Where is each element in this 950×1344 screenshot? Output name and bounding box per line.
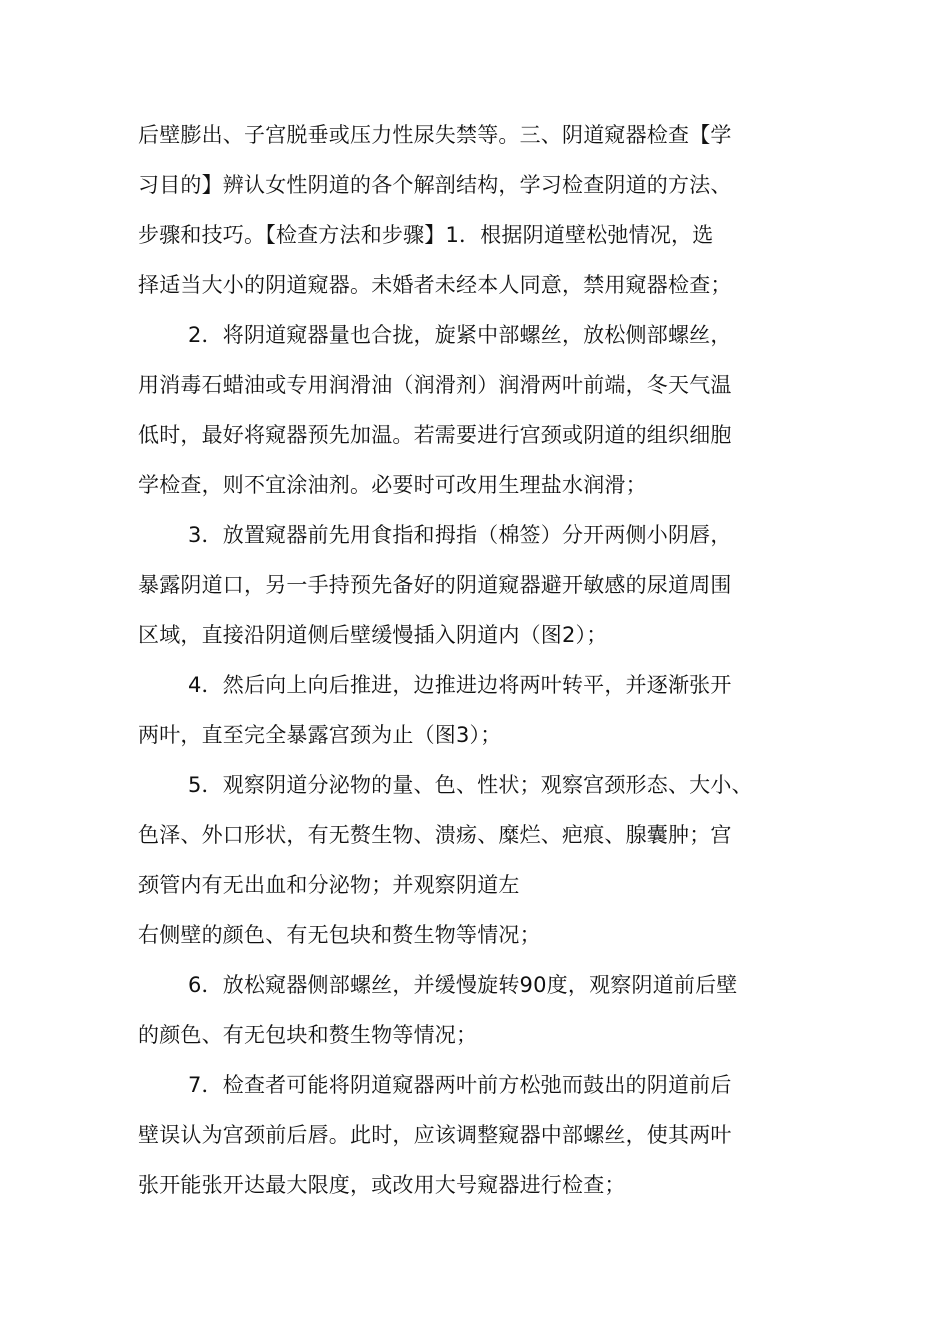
text-line: 颈管内有无出血和分泌物；并观察阴道左 (138, 873, 520, 897)
text-line: 低时，最好将窥器预先加温。若需要进行宫颈或阴道的组织细胞 (138, 423, 732, 447)
text-line: 后壁膨出、子宫脱垂或压力性尿失禁等。三、阴道窥器检查【学 (138, 123, 732, 147)
text-line: 6．放松窥器侧部螺丝，并缓慢旋转90度，观察阴道前后壁 (188, 973, 738, 997)
text-line: 右侧壁的颜色、有无包块和赘生物等情况； (138, 923, 541, 947)
text-line: 两叶，直至完全暴露宫颈为止（图3）； (138, 723, 502, 747)
text-line: 用消毒石蜡油或专用润滑油（润滑剂）润滑两叶前端，冬天气温 (138, 373, 732, 397)
text-line: 步骤和技巧。【检查方法和步骤】1．根据阴道壁松弛情况，选 (138, 223, 714, 247)
text-line: 色泽、外口形状，有无赘生物、溃疡、糜烂、疤痕、腺囊肿；宫 (138, 823, 732, 847)
text-line: 的颜色、有无包块和赘生物等情况； (138, 1023, 478, 1047)
text-line: 区域，直接沿阴道侧后壁缓慢插入阴道内（图2）； (138, 623, 608, 647)
text-line: 3．放置窥器前先用食指和拇指（棉签）分开两侧小阴唇， (188, 523, 732, 547)
text-line: 2．将阴道窥器量也合拢，旋紧中部螺丝，放松侧部螺丝， (188, 323, 732, 347)
text-line: 壁误认为宫颈前后唇。此时，应该调整窥器中部螺丝，使其两叶 (138, 1123, 732, 1147)
text-line: 7．检查者可能将阴道窥器两叶前方松弛而鼓出的阴道前后 (188, 1073, 732, 1097)
text-line: 5．观察阴道分泌物的量、色、性状；观察宫颈形态、大小、 (188, 773, 753, 797)
text-line: 学检查，则不宜涂油剂。必要时可改用生理盐水润滑； (138, 473, 647, 497)
text-line: 张开能张开达最大限度，或改用大号窥器进行检查； (138, 1173, 626, 1197)
text-line: 暴露阴道口，另一手持预先备好的阴道窥器避开敏感的尿道周围 (138, 573, 732, 597)
text-line: 4．然后向上向后推进，边推进边将两叶转平，并逐渐张开 (188, 673, 732, 697)
text-line: 习目的】辨认女性阴道的各个解剖结构，学习检查阴道的方法、 (138, 173, 732, 197)
text-line: 择适当大小的阴道窥器。未婚者未经本人同意，禁用窥器检查； (138, 273, 732, 297)
